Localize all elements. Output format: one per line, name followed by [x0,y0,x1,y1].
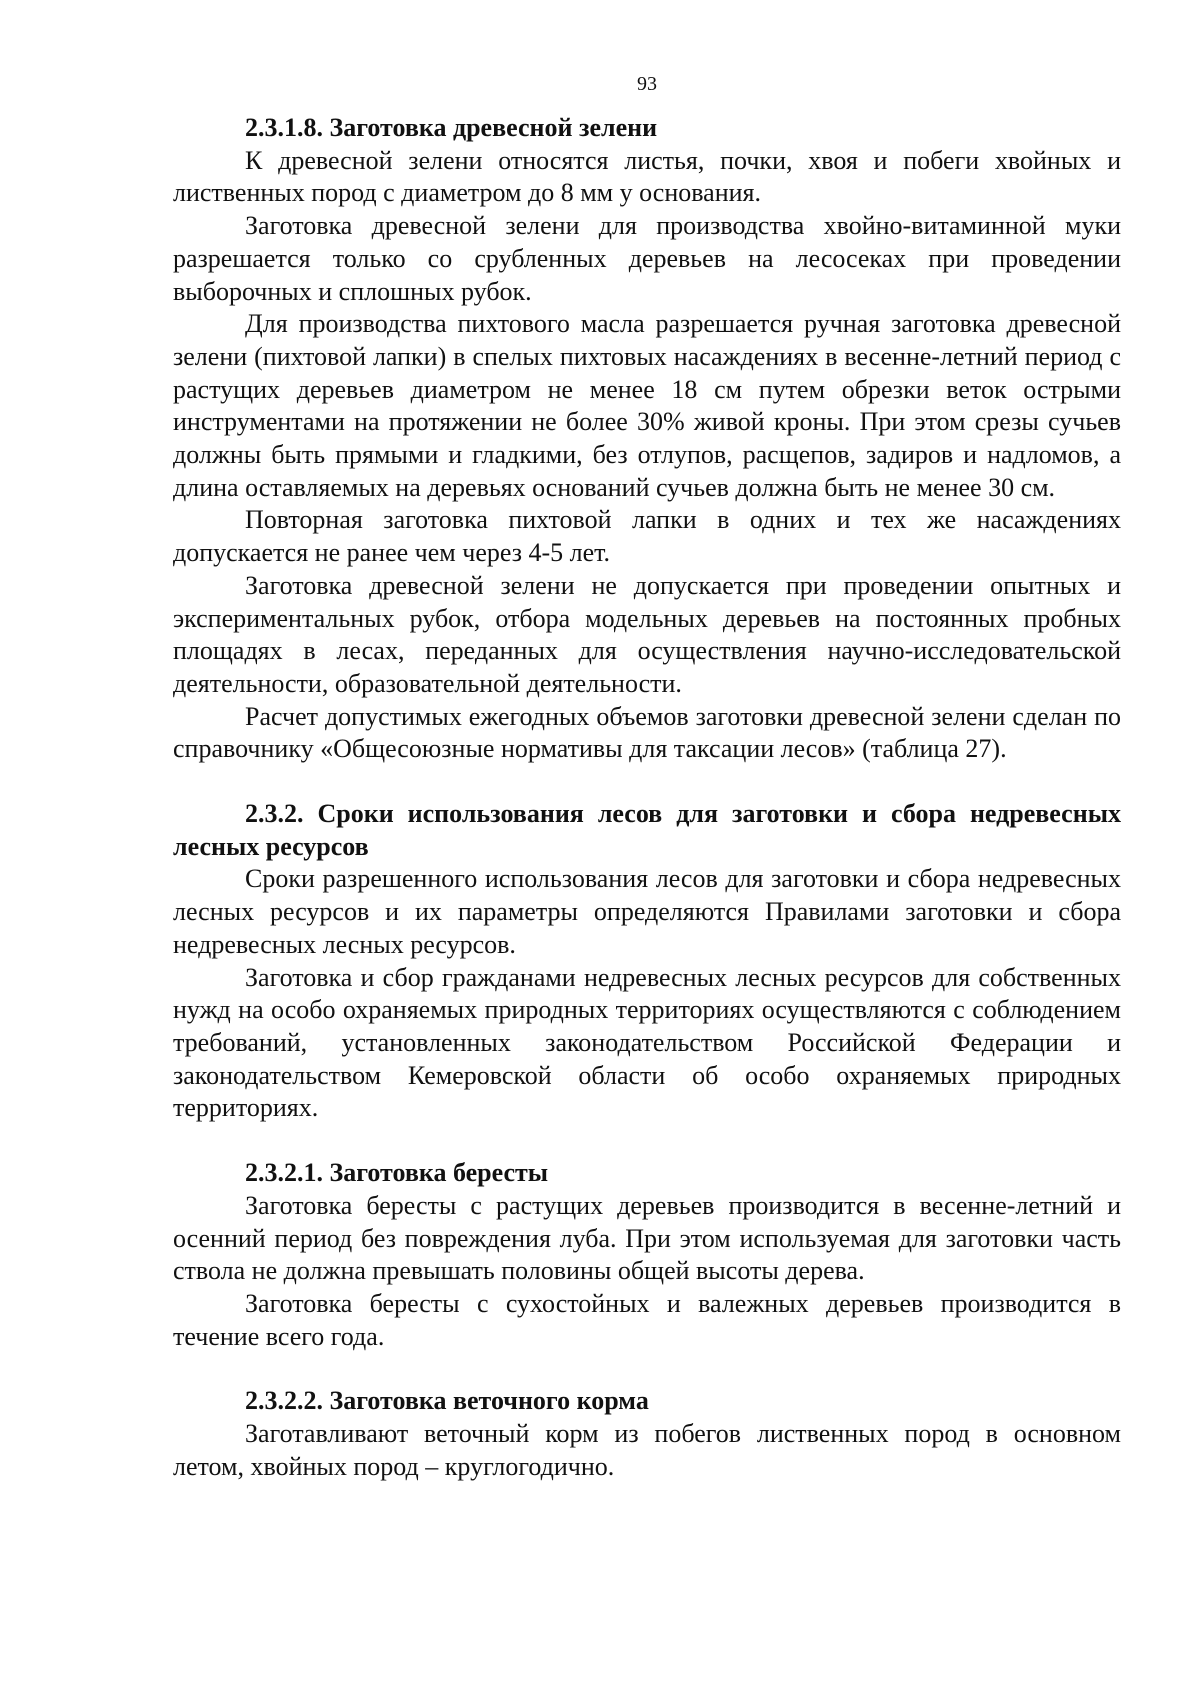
page-number: 93 [637,73,657,95]
paragraph: Повторная заготовка пихтовой лапки в одних и тех же насаждениях допускается не ранее чем через 4-5 лет. [173,505,1121,568]
section-heading: 2.3.2.1. Заготовка бересты [245,1158,549,1188]
section-wood-greenery [173,112,1121,766]
section-spacer [173,1125,1121,1157]
paragraph: Заготавливают веточный корм из побегов лиственных пород в основном летом, хвойных пород – круглогодично. [173,1419,1121,1481]
paragraph: Заготовка древесной зелени не допускается при проведении опытных и экспериментальных рубок, отбора модельных деревьев на постоянных пробных площадях в лесах, переданных для осуществления научно-исследовательской деятельности, образовательной деятельности. [173,570,1121,698]
paragraph: К древесной зелени относятся листья, почки, хвоя и побеги хвойных и лиственных пород с диаметром до 8 мм у основания. [173,145,1121,208]
paragraph: Заготовка бересты с растущих деревьев производится в весенне-летний и осенний период без повреждения луба. При этом используемая для заготовки часть ствола не должна превышать половины общей высоты дерева. [173,1190,1121,1286]
section-heading: 2.3.2.2. Заготовка веточного корма [245,1386,649,1416]
paragraph: Заготовка бересты с сухостойных и валежных деревьев производится в течение всего года. [173,1288,1121,1351]
paragraph: Сроки разрешенного использования лесов для заготовки и сбора недревесных лесных ресурсов и их параметры определяются Правилами заготовки и сбора недревесных лесных ресурсов. [173,864,1121,959]
section-spacer [173,766,1121,798]
document-page [173,68,1121,1483]
paragraph: Для производства пихтового масла разрешается ручная заготовка древесной зелени (пихтовой лапки) в спелых пихтовых насаждениях в весенне-летний период с растущих деревьев диаметром не менее 18 см путем обрезки веток острыми инструментами на протяжении не более 30% живой кроны. При этом срезы сучьев должны быть прямыми и гладкими, без отлупов, расщепов, задиров и надломов, а длина оставляемых на деревьях оснований сучьев должна быть не менее 30 см. [173,309,1121,502]
section-branch-feed [173,1385,1121,1483]
section-birch-bark [173,1157,1121,1353]
section-heading: 2.3.1.8. Заготовка древесной зелени [245,113,658,142]
section-heading: 2.3.2. Сроки использования лесов для заготовки и сбора недревесных лесных ресурсов [173,799,1121,861]
paragraph: Заготовка и сбор гражданами недревесных лесных ресурсов для собственных нужд на особо охраняемых природных территориях осуществляются с соблюдением требований, установленных законодательством Российской Федерации и законодательством Кемеровской области об особо охраняемых природных территориях. [173,962,1121,1123]
paragraph: Расчет допустимых ежегодных объемов заготовки древесной зелени сделан по справочнику «Общесоюзные нормативы для таксации лесов» (таблица 27). [173,701,1121,764]
section-spacer [173,1353,1121,1385]
paragraph: Заготовка древесной зелени для производства хвойно-витаминной муки разрешается только со срубленных деревьев на лесосеках при проведении выборочных и сплошных рубок. [173,211,1121,306]
section-usage-terms [173,798,1121,1125]
